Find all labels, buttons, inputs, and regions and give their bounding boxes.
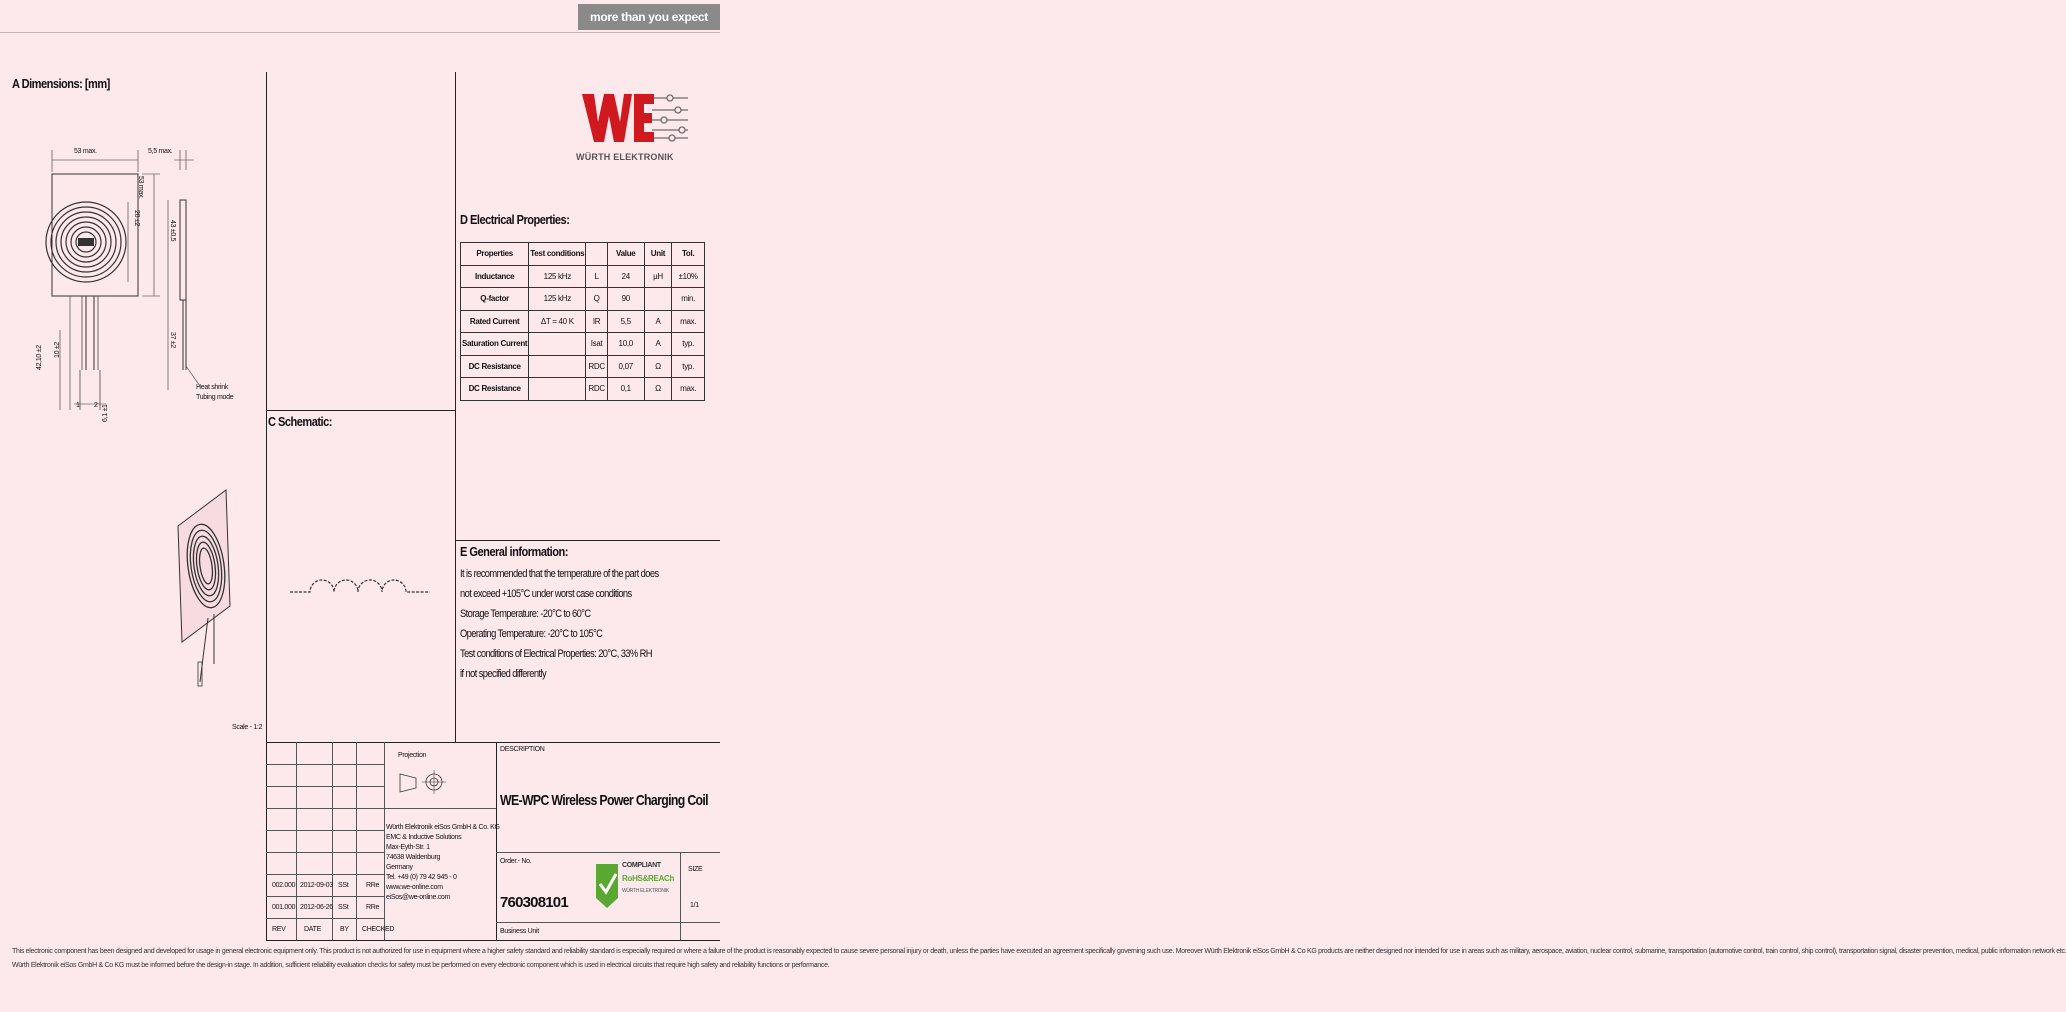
wurth-logo (578, 86, 698, 166)
schematic-title: C Schematic: (268, 414, 332, 429)
dim-lead-length-label: 37 ±2 (169, 332, 176, 348)
cell-property: Q-factor (461, 288, 529, 311)
table-row (461, 333, 705, 356)
dim-inner-dia-label: 20 ±2 (133, 210, 140, 226)
cell-value: 0,07 (607, 355, 644, 378)
cell-tolerance: ±10% (672, 265, 705, 288)
cell-symbol: Q (586, 288, 608, 311)
general-info-list (460, 568, 715, 688)
header-divider (0, 32, 720, 33)
rohs-reach-label: RoHS&REACh (622, 874, 675, 883)
dim-thickness-label: 5,5 max. (148, 148, 173, 155)
logo-brand-text: WÜRTH ELEKTRONIK (576, 152, 674, 162)
dim-lead-wire-label: 6,1 ±1 (102, 404, 109, 422)
header-tolerance: Tol. (672, 243, 705, 266)
page-number: 1/1 (690, 902, 699, 909)
cell-property: DC Resistance (461, 355, 529, 378)
cell-symbol: RDC (586, 378, 608, 401)
cell-symbol: IR (586, 310, 608, 333)
general-info-line: Test conditions of Electrical Properties: 20°C, 33% RH (460, 648, 652, 660)
table-row (461, 310, 705, 333)
rohs-check-icon (592, 862, 622, 910)
cell-condition: 125 kHz (529, 265, 586, 288)
cell-unit: µH (644, 265, 672, 288)
header-test-conditions: Test conditions (529, 243, 586, 266)
coil-3d-illustration (170, 486, 260, 706)
cell-tolerance: min. (672, 288, 705, 311)
rev-2-by: SSt (338, 882, 349, 889)
cell-value: 10,0 (607, 333, 644, 356)
cell-property: Rated Current (461, 310, 529, 333)
heat-shrink-label-1: Heat shrink (196, 384, 229, 391)
rev-1-date: 2012-06-26 (300, 904, 333, 911)
cell-condition: ΔT = 40 K (529, 310, 586, 333)
general-info-line: Operating Temperature: -20°C to 105°C (460, 628, 603, 640)
compliant-label: COMPLIANT (622, 862, 661, 869)
table-header-row (461, 243, 705, 266)
cell-value: 0,1 (607, 378, 644, 401)
company-address (386, 824, 500, 904)
dim-lead-space-label: 10 ±2 (54, 342, 61, 358)
cell-value: 5,5 (607, 310, 644, 333)
cell-property: Saturation Current (461, 333, 529, 356)
rev-1-checked: RRe (366, 904, 380, 911)
cell-tolerance: max. (672, 310, 705, 333)
part-number: 760308101 (500, 894, 568, 911)
rev-2-number: 002.000 (272, 882, 296, 889)
projection-label: Projection (398, 752, 427, 759)
divider-left (266, 72, 267, 742)
rev-header-by: BY (340, 926, 349, 933)
cell-property: DC Resistance (461, 378, 529, 401)
table-row (461, 378, 705, 401)
general-info-line: It is recommended that the temperature of the part does (460, 568, 659, 580)
cell-unit: A (644, 310, 672, 333)
general-info-line: not exceed +105°C under worst case conditions (460, 588, 632, 600)
rev-header-rev: REV (272, 926, 286, 933)
table-row (461, 288, 705, 311)
header-value: Value (607, 243, 644, 266)
cell-unit: Ω (644, 378, 672, 401)
footer-disclaimer-1: This electronic component has been designed and developed for usage in general electronic equipment only. This product is not authorized for use in equipment where a higher safety standard and reliability standard is especially required or where a failure of the product is reasonably expected to cause severe personal injury or death, unless the parties have executed an agreement specifically governing such use. Moreover Würth Elektronik eiSos GmbH & Co KG products are neither designed nor intended for use in areas such as military, aerospace, aviation, nuclear control, submarine, transportation (automotive control, train control, ship control), transportation signal, disaster prevention, medical, public information network etc. (12, 948, 2066, 955)
dimensions-title: A Dimensions: [mm] (12, 76, 110, 91)
electrical-properties-table (460, 242, 705, 401)
cell-symbol: L (586, 265, 608, 288)
cell-unit: Ω (644, 355, 672, 378)
scale-label: Scale - 1:2 (232, 724, 263, 731)
dim-side-total-label: 43 ±0,5 (169, 220, 176, 242)
general-info-line: Storage Temperature: -20°C to 60°C (460, 608, 591, 620)
address-line: Würth Elektronik eiSos GmbH & Co. KG (386, 824, 500, 831)
table-row (461, 355, 705, 378)
cell-symbol: Isat (586, 333, 608, 356)
cell-symbol: RDC (586, 355, 608, 378)
general-info-title: E General information: (460, 544, 568, 559)
cell-unit (644, 288, 672, 311)
cell-tolerance: max. (672, 378, 705, 401)
header-properties: Properties (461, 243, 529, 266)
projection-icon (396, 764, 456, 800)
cell-condition (529, 355, 586, 378)
pin-2-label: 2 (94, 402, 98, 409)
address-line: EMC & Inductive Solutions (386, 834, 462, 841)
rev-2-date: 2012-09-03 (300, 882, 333, 889)
inductor-symbol-icon (290, 560, 440, 600)
address-line: Germany (386, 864, 413, 871)
size-label: SIZE (688, 866, 703, 873)
address-line: 74638 Waldenburg (386, 854, 441, 861)
address-line: eiSos@we-online.com (386, 894, 451, 901)
dim-lead-total-label: 42,10 ±2 (36, 345, 43, 370)
electrical-title: D Electrical Properties: (460, 212, 570, 227)
product-title: WE-WPC Wireless Power Charging Coil (500, 792, 708, 809)
cell-tolerance: typ. (672, 333, 705, 356)
dim-side-top-label: 53 max. (137, 176, 144, 199)
rev-header-date: DATE (304, 926, 321, 933)
header-symbol (586, 243, 608, 266)
pin-1-label: 1 (76, 402, 80, 409)
address-line: Tel. +49 (0) 79 42 945 - 0 (386, 874, 457, 881)
coil-perspective-icon (170, 486, 260, 706)
cell-value: 24 (607, 265, 644, 288)
cell-condition (529, 333, 586, 356)
table-row (461, 265, 705, 288)
slogan-banner: more than you expect (578, 4, 720, 30)
divider-schematic (266, 410, 455, 411)
cell-value: 90 (607, 288, 644, 311)
divider-right (455, 72, 456, 742)
order-code-label: Order.- No. (500, 858, 532, 865)
title-block (266, 742, 720, 942)
header-unit: Unit (644, 243, 672, 266)
cell-tolerance: typ. (672, 355, 705, 378)
compliant-brand-label: WÜRTH ELEKTRONIK (622, 888, 669, 894)
rev-2-checked: RRe (366, 882, 380, 889)
heat-shrink-label-2: Tubing mode (196, 394, 234, 401)
business-unit-label: Business Unit (500, 928, 539, 935)
rohs-badge (592, 856, 678, 916)
general-info-line: if not specified differently (460, 668, 547, 680)
address-line: Max-Eyth-Str. 1 (386, 844, 430, 851)
footer-disclaimer-2: Würth Elektronik eiSos GmbH & Co KG must be informed before the design-in stage. In addition, sufficient reliability evaluation checks for safety must be performed on every electronic component which is used in electrical circuits that require high safety and reliability functions or performance. (12, 962, 830, 969)
divider-general (455, 540, 720, 541)
dim-width-label: 53 max. (74, 148, 97, 155)
description-label: DESCRIPTION (500, 746, 545, 753)
address-line: www.we-online.com (386, 884, 443, 891)
rev-header-checked: CHECKED (362, 926, 395, 933)
rev-1-number: 001.000 (272, 904, 296, 911)
rev-1-by: SSt (338, 904, 349, 911)
cell-unit: A (644, 333, 672, 356)
we-logo-icon (578, 86, 698, 150)
inductor-schematic (290, 560, 440, 600)
cell-property: Inductance (461, 265, 529, 288)
cell-condition (529, 378, 586, 401)
cell-condition: 125 kHz (529, 288, 586, 311)
dimension-drawing (30, 140, 260, 430)
